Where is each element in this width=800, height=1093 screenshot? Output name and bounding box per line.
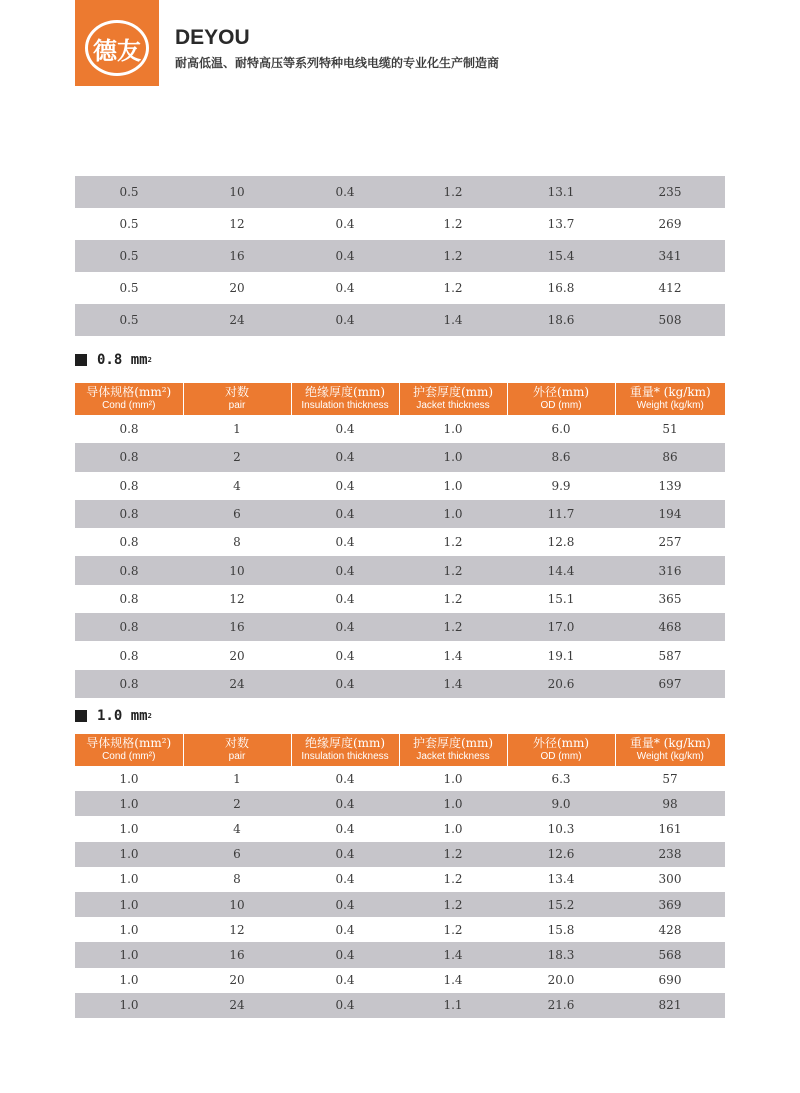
brand-slogan: 耐高低温、耐特高压等系列特种电线电缆的专业化生产制造商 — [175, 56, 500, 70]
table-cell: 1.0 — [75, 917, 183, 942]
table-cell: 1.0 — [399, 766, 507, 791]
column-header-en: Cond (mm²) — [102, 751, 156, 762]
table-row — [75, 240, 725, 272]
table-cell: 18.6 — [507, 304, 615, 336]
table-cell: 51 — [615, 415, 725, 443]
table-cell: 1.0 — [75, 892, 183, 917]
table-cell: 235 — [615, 176, 725, 208]
table-cell: 0.4 — [291, 641, 399, 669]
table-cell: 13.7 — [507, 208, 615, 240]
table-cell: 2 — [183, 791, 291, 816]
table-cell: 568 — [615, 942, 725, 967]
table-cell: 98 — [615, 791, 725, 816]
table-cell: 0.4 — [291, 556, 399, 584]
table-cell: 16 — [183, 613, 291, 641]
table-cell: 0.4 — [291, 472, 399, 500]
column-header-zh: 绝缘厚度(mm) — [304, 736, 386, 750]
table-cell: 0.4 — [291, 272, 399, 304]
table-cell: 0.4 — [291, 500, 399, 528]
table-cell: 1.0 — [75, 816, 183, 841]
column-header-en: OD (mm) — [540, 751, 582, 762]
table-cell: 1.0 — [75, 791, 183, 816]
table-cell: 1.2 — [399, 867, 507, 892]
column-header-en: Insulation thickness — [301, 400, 389, 411]
table-body — [75, 415, 725, 698]
table-cell: 20 — [183, 272, 291, 304]
table-cell: 1 — [183, 766, 291, 791]
table-cell: 10 — [183, 892, 291, 917]
table-cell: 1.0 — [399, 816, 507, 841]
table-row — [75, 304, 725, 336]
table-row — [75, 500, 725, 528]
table-cell: 0.4 — [291, 917, 399, 942]
table-row — [75, 208, 725, 240]
table-cell: 16 — [183, 942, 291, 967]
column-header-en: OD (mm) — [540, 400, 582, 411]
table-cell: 1 — [183, 415, 291, 443]
table-cell: 20 — [183, 968, 291, 993]
table-cell: 15.1 — [507, 585, 615, 613]
table-cell: 0.8 — [75, 443, 183, 471]
table-cell: 1.0 — [399, 791, 507, 816]
column-header-zh: 对数 — [224, 736, 249, 750]
table-cell: 0.4 — [291, 968, 399, 993]
table-cell: 0.5 — [75, 304, 183, 336]
table-cell: 2 — [183, 443, 291, 471]
table-cell: 1.2 — [399, 585, 507, 613]
table-cell: 10 — [183, 556, 291, 584]
table-cell: 24 — [183, 304, 291, 336]
table-cell: 19.1 — [507, 641, 615, 669]
table-1-0 — [75, 734, 725, 1018]
table-cell: 0.8 — [75, 556, 183, 584]
table-cell: 0.4 — [291, 842, 399, 867]
column-header-zh: 重量* (kg/km) — [629, 736, 711, 750]
brand-name: DEYOU — [175, 26, 250, 49]
table-cell: 238 — [615, 842, 725, 867]
table-cell: 1.1 — [399, 993, 507, 1018]
table-cell: 0.4 — [291, 304, 399, 336]
table-cell: 6 — [183, 842, 291, 867]
column-header-zh: 对数 — [224, 385, 249, 399]
table-cell: 1.2 — [399, 917, 507, 942]
column-header — [615, 383, 725, 415]
column-header-zh: 护套厚度(mm) — [412, 385, 494, 399]
table-cell: 18.3 — [507, 942, 615, 967]
table-cell: 0.4 — [291, 176, 399, 208]
table-row — [75, 443, 725, 471]
square-bullet-icon — [75, 354, 87, 366]
table-cell: 1.2 — [399, 556, 507, 584]
table-row — [75, 892, 725, 917]
table-cell: 587 — [615, 641, 725, 669]
table-cell: 10.3 — [507, 816, 615, 841]
table-cell: 1.2 — [399, 613, 507, 641]
table-cell: 9.0 — [507, 791, 615, 816]
table-cell: 1.0 — [75, 842, 183, 867]
table-cell: 428 — [615, 917, 725, 942]
table-cell: 0.5 — [75, 208, 183, 240]
column-header — [507, 383, 615, 415]
table-cell: 0.4 — [291, 942, 399, 967]
table-cell: 1.4 — [399, 641, 507, 669]
section-title-sup: 2 — [147, 712, 152, 720]
table-cell: 0.4 — [291, 415, 399, 443]
column-header-zh: 重量* (kg/km) — [629, 385, 711, 399]
table-header — [75, 734, 725, 766]
table-cell: 0.8 — [75, 415, 183, 443]
table-row — [75, 472, 725, 500]
table-cell: 1.0 — [399, 415, 507, 443]
table-cell: 13.1 — [507, 176, 615, 208]
table-cell: 0.4 — [291, 766, 399, 791]
table-row — [75, 968, 725, 993]
table-cell: 6 — [183, 500, 291, 528]
table-row — [75, 917, 725, 942]
table-body — [75, 176, 725, 336]
column-header-zh: 护套厚度(mm) — [412, 736, 494, 750]
table-row — [75, 641, 725, 669]
section-title-text: 1.0 mm — [97, 708, 148, 724]
table-cell: 20 — [183, 641, 291, 669]
section-title-sup: 2 — [147, 356, 152, 364]
table-cell: 0.4 — [291, 892, 399, 917]
table-cell: 300 — [615, 867, 725, 892]
table-cell: 0.4 — [291, 867, 399, 892]
table-cell: 21.6 — [507, 993, 615, 1018]
table-cell: 468 — [615, 613, 725, 641]
table-cell: 0.4 — [291, 670, 399, 698]
table-cell: 0.4 — [291, 791, 399, 816]
table-cell: 8 — [183, 867, 291, 892]
column-header-zh: 导体规格(mm²) — [86, 736, 172, 750]
table-0-5 — [75, 176, 725, 336]
table-cell: 1.2 — [399, 892, 507, 917]
column-header — [75, 734, 183, 766]
column-header — [399, 734, 507, 766]
table-row — [75, 842, 725, 867]
table-cell: 257 — [615, 528, 725, 556]
table-cell: 24 — [183, 993, 291, 1018]
table-cell: 0.5 — [75, 240, 183, 272]
table-row — [75, 613, 725, 641]
table-cell: 0.4 — [291, 240, 399, 272]
table-cell: 139 — [615, 472, 725, 500]
table-cell: 1.2 — [399, 528, 507, 556]
table-cell: 4 — [183, 816, 291, 841]
table-cell: 1.0 — [399, 443, 507, 471]
table-cell: 0.4 — [291, 443, 399, 471]
table-row — [75, 791, 725, 816]
table-cell: 341 — [615, 240, 725, 272]
table-cell: 161 — [615, 816, 725, 841]
table-cell: 0.4 — [291, 585, 399, 613]
table-cell: 0.4 — [291, 993, 399, 1018]
section-title-0-8 — [75, 352, 152, 368]
column-header-zh: 外径(mm) — [532, 736, 590, 750]
table-cell: 0.8 — [75, 528, 183, 556]
column-header — [507, 734, 615, 766]
table-header — [75, 383, 725, 415]
table-row — [75, 272, 725, 304]
table-cell: 13.4 — [507, 867, 615, 892]
table-cell: 369 — [615, 892, 725, 917]
table-row — [75, 415, 725, 443]
table-row — [75, 670, 725, 698]
column-header-en: Weight (kg/km) — [636, 751, 704, 762]
table-cell: 57 — [615, 766, 725, 791]
table-cell: 16.8 — [507, 272, 615, 304]
table-row — [75, 556, 725, 584]
table-cell: 316 — [615, 556, 725, 584]
column-header — [75, 383, 183, 415]
table-cell: 24 — [183, 670, 291, 698]
table-row — [75, 993, 725, 1018]
column-header-en: Jacket thickness — [416, 751, 490, 762]
table-cell: 1.0 — [75, 867, 183, 892]
table-cell: 0.8 — [75, 670, 183, 698]
table-cell: 15.2 — [507, 892, 615, 917]
column-header — [291, 383, 399, 415]
section-title-text: 0.8 mm — [97, 352, 148, 368]
column-header — [183, 734, 291, 766]
square-bullet-icon — [75, 710, 87, 722]
table-cell: 1.2 — [399, 272, 507, 304]
table-cell: 1.2 — [399, 842, 507, 867]
table-cell: 20.0 — [507, 968, 615, 993]
column-header-en: pair — [228, 751, 246, 762]
column-header-zh: 导体规格(mm²) — [86, 385, 172, 399]
column-header — [183, 383, 291, 415]
column-header — [615, 734, 725, 766]
table-cell: 0.8 — [75, 613, 183, 641]
table-cell: 1.0 — [75, 766, 183, 791]
column-header-en: Insulation thickness — [301, 751, 389, 762]
column-header-en: pair — [228, 400, 246, 411]
table-cell: 10 — [183, 176, 291, 208]
section-title-1-0 — [75, 708, 152, 724]
table-cell: 14.4 — [507, 556, 615, 584]
table-cell: 15.8 — [507, 917, 615, 942]
table-cell: 0.4 — [291, 528, 399, 556]
table-cell: 0.4 — [291, 613, 399, 641]
table-cell: 1.2 — [399, 240, 507, 272]
table-cell: 20.6 — [507, 670, 615, 698]
table-cell: 508 — [615, 304, 725, 336]
table-cell: 1.4 — [399, 968, 507, 993]
table-row — [75, 766, 725, 791]
table-body — [75, 766, 725, 1018]
logo-mark: 德友 — [85, 20, 149, 76]
table-row — [75, 942, 725, 967]
table-row — [75, 528, 725, 556]
table-cell: 1.4 — [399, 304, 507, 336]
table-cell: 412 — [615, 272, 725, 304]
table-cell: 0.8 — [75, 641, 183, 669]
table-row — [75, 176, 725, 208]
table-cell: 16 — [183, 240, 291, 272]
table-cell: 1.2 — [399, 176, 507, 208]
table-cell: 1.0 — [75, 993, 183, 1018]
table-cell: 194 — [615, 500, 725, 528]
table-cell: 8.6 — [507, 443, 615, 471]
table-row — [75, 816, 725, 841]
table-cell: 6.3 — [507, 766, 615, 791]
table-cell: 4 — [183, 472, 291, 500]
table-0-8 — [75, 383, 725, 698]
column-header-zh: 外径(mm) — [532, 385, 590, 399]
table-cell: 365 — [615, 585, 725, 613]
table-cell: 821 — [615, 993, 725, 1018]
table-cell: 697 — [615, 670, 725, 698]
table-cell: 0.8 — [75, 472, 183, 500]
table-row — [75, 585, 725, 613]
table-row — [75, 867, 725, 892]
column-header-en: Jacket thickness — [416, 400, 490, 411]
table-cell: 1.0 — [399, 472, 507, 500]
table-cell: 0.4 — [291, 208, 399, 240]
table-cell: 0.5 — [75, 272, 183, 304]
table-cell: 269 — [615, 208, 725, 240]
table-cell: 1.0 — [399, 500, 507, 528]
table-cell: 690 — [615, 968, 725, 993]
table-cell: 1.0 — [75, 968, 183, 993]
column-header-en: Weight (kg/km) — [636, 400, 704, 411]
column-header-en: Cond (mm²) — [102, 400, 156, 411]
table-cell: 1.4 — [399, 670, 507, 698]
table-cell: 0.8 — [75, 500, 183, 528]
table-cell: 1.2 — [399, 208, 507, 240]
table-cell: 9.9 — [507, 472, 615, 500]
table-cell: 12.8 — [507, 528, 615, 556]
table-cell: 6.0 — [507, 415, 615, 443]
table-cell: 0.5 — [75, 176, 183, 208]
table-cell: 86 — [615, 443, 725, 471]
table-cell: 1.4 — [399, 942, 507, 967]
table-cell: 12 — [183, 585, 291, 613]
column-header — [291, 734, 399, 766]
logo — [75, 0, 159, 86]
table-cell: 12 — [183, 917, 291, 942]
table-cell: 12 — [183, 208, 291, 240]
table-cell: 12.6 — [507, 842, 615, 867]
table-cell: 15.4 — [507, 240, 615, 272]
table-cell: 17.0 — [507, 613, 615, 641]
table-cell: 8 — [183, 528, 291, 556]
column-header — [399, 383, 507, 415]
table-cell: 1.0 — [75, 942, 183, 967]
table-cell: 11.7 — [507, 500, 615, 528]
table-cell: 0.4 — [291, 816, 399, 841]
table-cell: 0.8 — [75, 585, 183, 613]
column-header-zh: 绝缘厚度(mm) — [304, 385, 386, 399]
